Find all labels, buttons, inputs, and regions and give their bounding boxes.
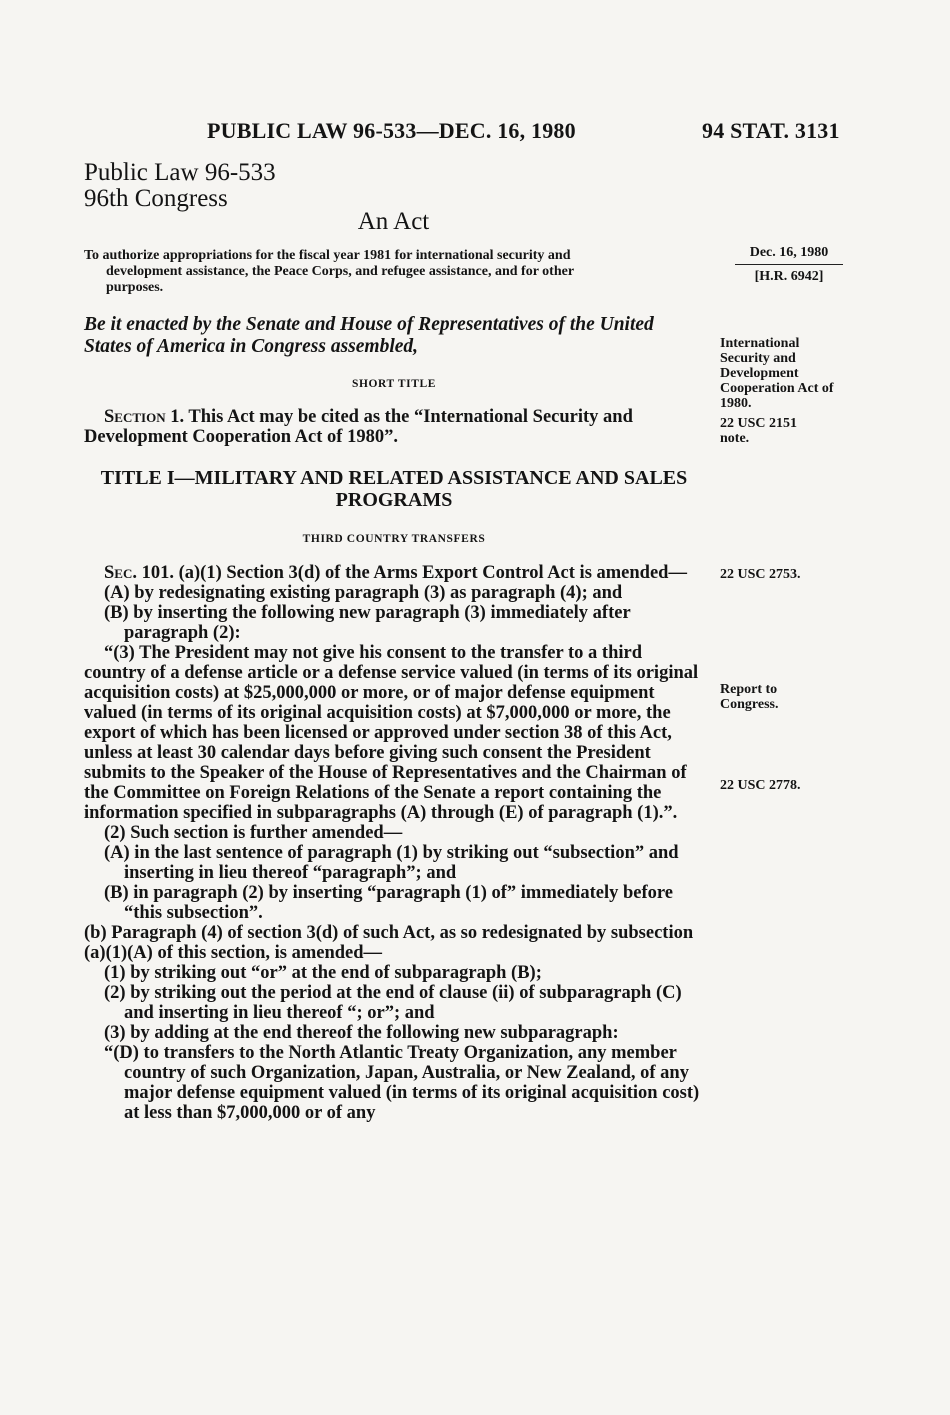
bill-number: [H.R. 6942] bbox=[754, 269, 824, 284]
subsection-b: (b) Paragraph (4) of section 3(d) of such Act, as so redesignated by subsection (a)(1)(A) of this section, is amended— bbox=[84, 923, 694, 963]
running-header-left: PUBLIC LAW 96-533—DEC. 16, 1980 bbox=[207, 118, 576, 143]
margin-note-usc-2151: 22 USC 2151 note. bbox=[720, 416, 798, 446]
divider-line bbox=[735, 264, 843, 265]
title-i-line-2: PROGRAMS bbox=[335, 489, 453, 511]
section-1-label: Section 1. bbox=[104, 407, 185, 427]
subparagraph-a2-B: (B) in paragraph (2) by inserting “paragraph (1) of” immediately before “this subsection”. bbox=[104, 883, 674, 923]
section-1 bbox=[84, 407, 704, 447]
new-paragraph-3: “(3) The President may not give his consent to the transfer to a third country of a defense article or a defense service valued (in terms of its original acquisition costs) at $25,000,000 or more, or of major defense equipment valued (in terms of its original acquisition costs) at $7,000,000 or more, the export of which has been licensed or approved under section 38 of this Act, unless at least 30 calendar days before giving such consent the President submits to the Speaker of the House of Representatives and the Chairman of the Committee on Foreign Relations of the Senate a report containing the information specified in subparagraphs (A) through (E) of paragraph (1).”. bbox=[84, 643, 699, 823]
third-country-transfers-heading: THIRD COUNTRY TRANSFERS bbox=[302, 533, 486, 545]
congress-number: 96th Congress bbox=[84, 185, 228, 212]
paragraph-b1: (1) by striking out “or” at the end of subparagraph (B); bbox=[104, 963, 542, 983]
purpose-line-2: development assistance, the Peace Corps, and refugee assistance, and for other bbox=[106, 264, 575, 279]
section-1-text: This Act may be cited as the “International Security and Development Cooperation Act of 1980”. bbox=[84, 407, 633, 447]
purpose-line-1: To authorize appropriations for the fiscal year 1981 for international security and bbox=[84, 248, 571, 263]
subparagraph-b-D: “(D) to transfers to the North Atlantic Treaty Organization, any member country of such Organization, Japan, Australia, or New Zealand, of any major defense equipment valued (in terms of its original acquisition cost) at less than $7,000,000 or of any bbox=[104, 1043, 700, 1123]
enacting-clause: Be it enacted by the Senate and House of Representatives of the United States of America in Congress assembled, bbox=[84, 314, 654, 357]
section-101-text: 101. (a)(1) Section 3(d) of the Arms Export Control Act is amended— bbox=[136, 563, 687, 583]
enactment-date-block bbox=[735, 244, 843, 286]
purpose-line-3: purposes. bbox=[106, 280, 164, 295]
purpose-statement bbox=[84, 248, 704, 296]
title-i-heading bbox=[84, 467, 704, 511]
margin-note-usc-2753: 22 USC 2753. bbox=[720, 567, 801, 582]
subparagraph-a2-A: (A) in the last sentence of paragraph (1) by striking out “subsection” and inserting in lieu thereof “paragraph”; and bbox=[104, 843, 679, 883]
running-header-right: 94 STAT. 3131 bbox=[702, 118, 840, 143]
section-101 bbox=[84, 563, 704, 1123]
short-title-heading: SHORT TITLE bbox=[351, 378, 437, 390]
paragraph-b2: (2) by striking out the period at the end of clause (ii) of subparagraph (C) and inserting in lieu thereof “; or”; and bbox=[104, 983, 682, 1023]
margin-note-short-title: International Security and Development Cooperation Act of 1980. bbox=[720, 336, 834, 411]
title-i-line-1: TITLE I—MILITARY AND RELATED ASSISTANCE AND SALES bbox=[100, 467, 688, 489]
law-number: Public Law 96-533 bbox=[84, 159, 276, 186]
paragraph-b3: (3) by adding at the end thereof the following new subparagraph: bbox=[104, 1023, 619, 1043]
an-act-heading: An Act bbox=[357, 208, 430, 235]
paragraph-a2: (2) Such section is further amended— bbox=[104, 823, 403, 843]
law-identification bbox=[84, 160, 276, 212]
subparagraph-a1-B: (B) by inserting the following new paragraph (3) immediately after paragraph (2): bbox=[104, 603, 631, 643]
enactment-date: Dec. 16, 1980 bbox=[749, 245, 829, 260]
margin-note-report: Report to Congress. bbox=[720, 682, 779, 712]
section-101-label: Sec. bbox=[104, 563, 137, 583]
margin-note-usc-2778: 22 USC 2778. bbox=[720, 778, 801, 793]
subparagraph-a1-A: (A) by redesignating existing paragraph (3) as paragraph (4); and bbox=[104, 583, 623, 603]
